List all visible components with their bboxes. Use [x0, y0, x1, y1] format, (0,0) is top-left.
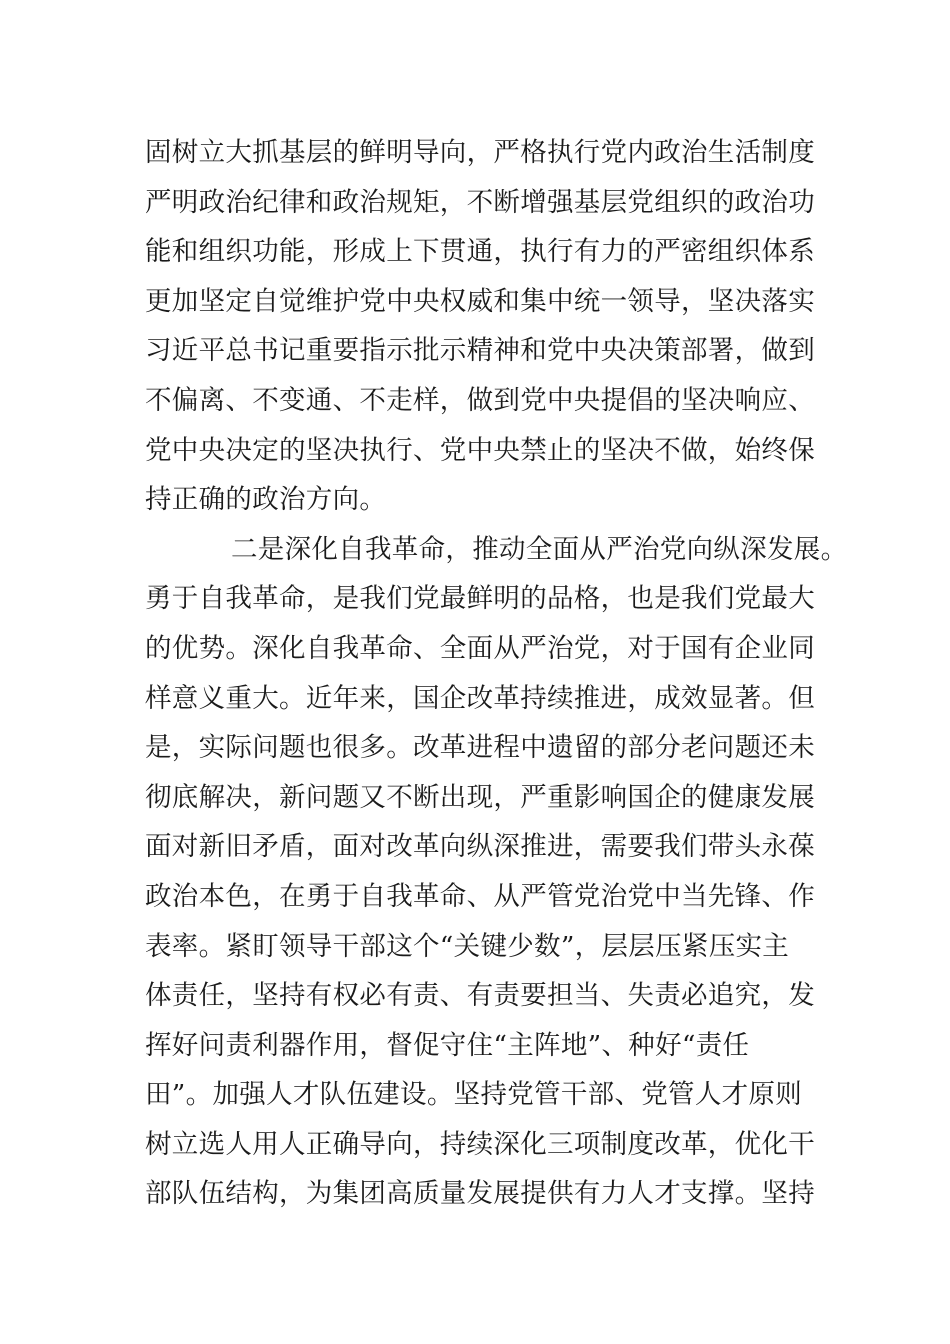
text-line: 部队伍结构，为集团高质量发展提供有力人才支撑。坚持 — [145, 1178, 815, 1210]
text-line: 挥好问责利器作用，督促守住“主阵地”、种好“责任 — [145, 1029, 750, 1061]
text-line: 体责任，坚持有权必有责、有责要担当、失责必追究，发 — [145, 980, 815, 1012]
text-line: 能和组织功能，形成上下贯通，执行有力的严密组织体系 — [145, 236, 815, 268]
text-line: 不偏离、不变通、不走样，做到党中央提倡的坚决响应、 — [145, 384, 815, 416]
text-line: 是，实际问题也很多。改革进程中遗留的部分老问题还未 — [145, 732, 815, 764]
text-line: 党中央决定的坚决执行、党中央禁止的坚决不做，始终保 — [145, 434, 815, 466]
text-line: 固树立大抓基层的鲜明导向，严格执行党内政治生活制度 — [145, 137, 815, 168]
text-line: 勇于自我革命，是我们党最鲜明的品格，也是我们党最大 — [145, 583, 815, 615]
text-line: 更加坚定自觉维护党中央权威和集中统一领导，坚决落实 — [145, 285, 815, 317]
text-line: 彻底解决，新问题又不断出现，严重影响国企的健康发展 — [145, 781, 815, 813]
text-line: 政治本色，在勇于自我革命、从严管党治党中当先锋、作 — [145, 880, 815, 912]
text-line: 树立选人用人正确导向，持续深化三项制度改革，优化干 — [145, 1128, 815, 1160]
text-line: 田”。加强人才队伍建设。坚持党管干部、党管人才原则 — [145, 1079, 803, 1111]
text-line: 严明政治纪律和政治规矩，不断增强基层党组织的政治功 — [145, 186, 815, 218]
text-line: 习近平总书记重要指示批示精神和党中央决策部署，做到 — [145, 335, 815, 367]
text-line: 表率。紧盯领导干部这个“关键少数”，层层压紧压实主 — [145, 930, 790, 962]
text-line: 持正确的政治方向。 — [145, 484, 387, 516]
body-text — [145, 128, 848, 1219]
text-line: 面对新旧矛盾，面对改革向纵深推进，需要我们带头永葆 — [145, 831, 815, 863]
text-line: 的优势。深化自我革命、全面从严治党，对于国有企业同 — [145, 632, 815, 664]
text-line: 样意义重大。近年来，国企改革持续推进，成效显著。但 — [145, 682, 815, 714]
section-heading-line: 二是深化自我革命，推动全面从严治党向纵深发展。 — [231, 533, 848, 565]
